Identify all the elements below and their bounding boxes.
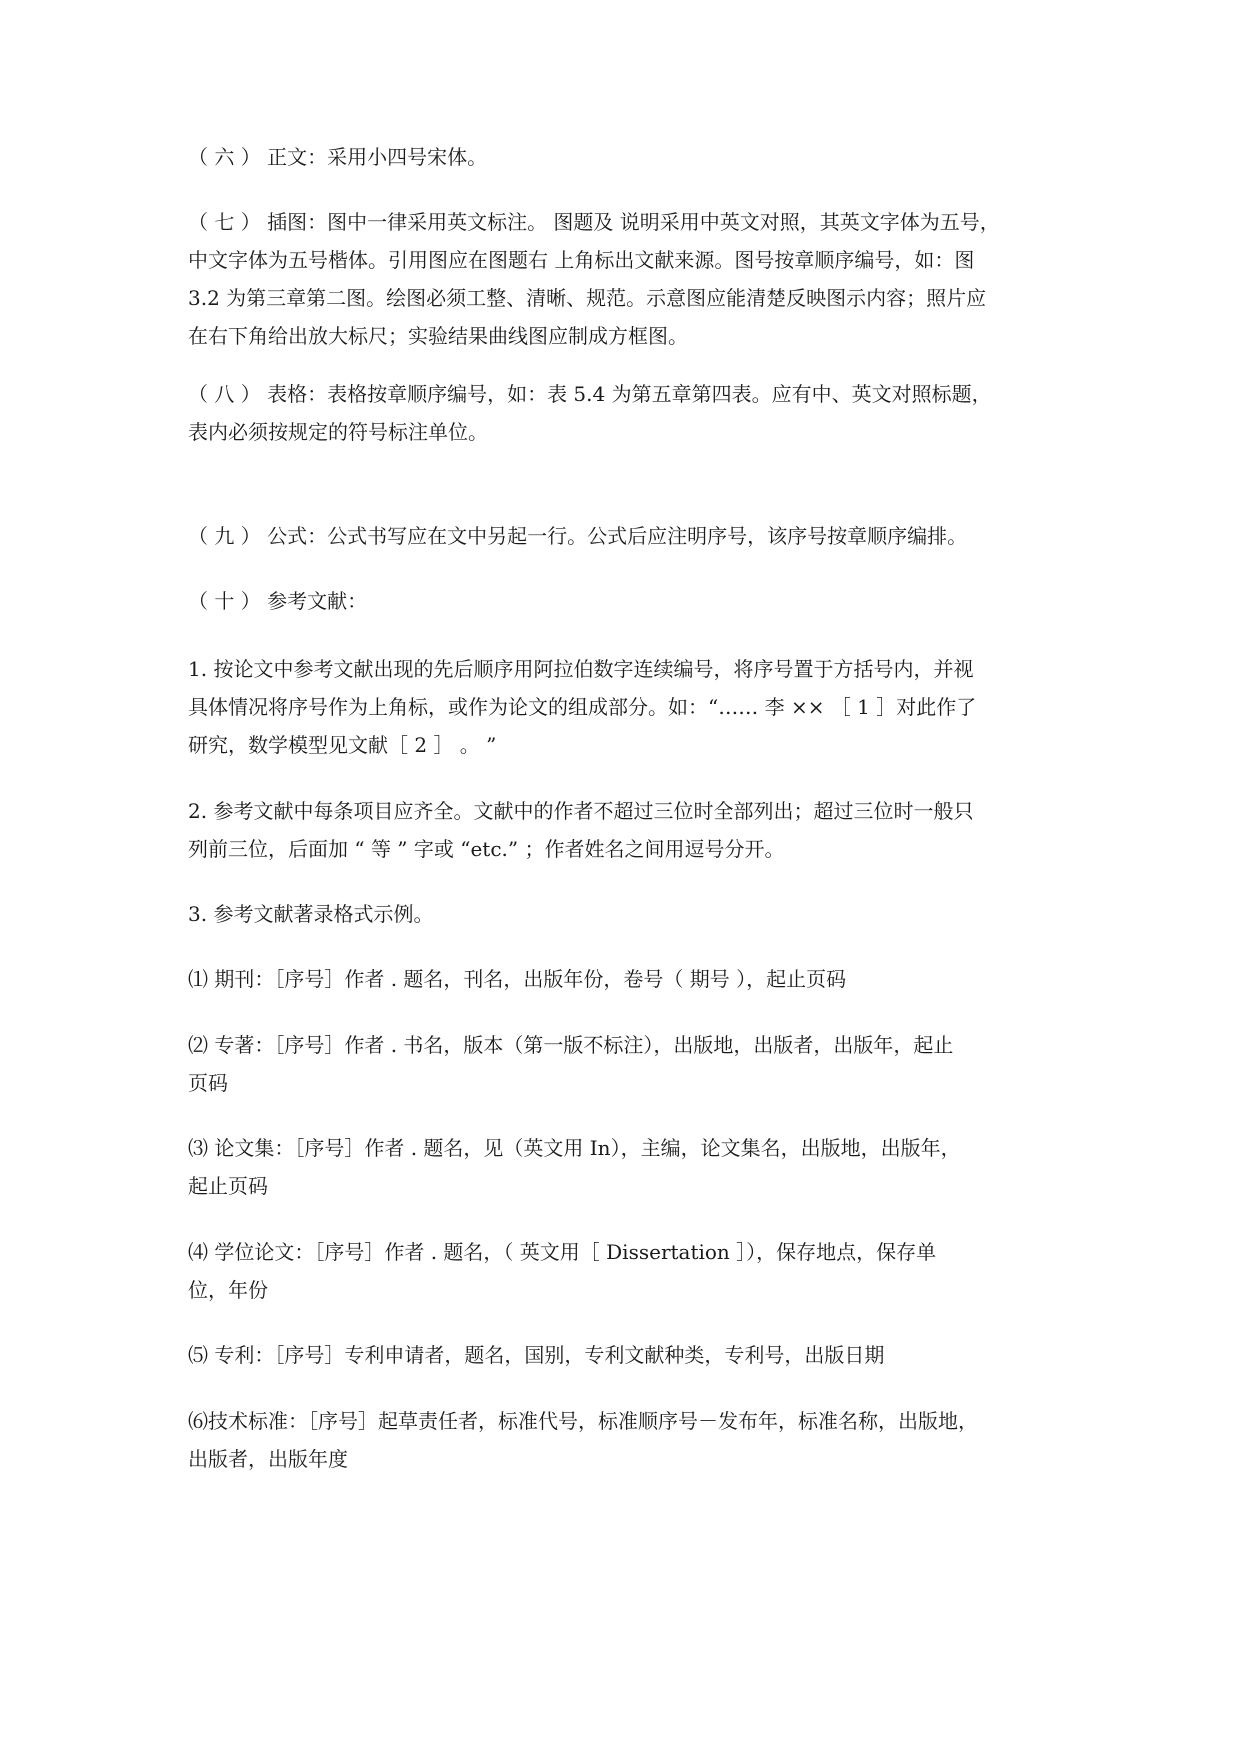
text-line: （ 十 ） 参考文献： bbox=[188, 589, 368, 613]
text-line: 页码 bbox=[188, 1071, 228, 1095]
text-line: 位，年份 bbox=[188, 1278, 268, 1302]
text-line: 中文字体为五号楷体。引用图应在图题右 上角标出文献来源。图号按章顺序编号，如：图 bbox=[188, 248, 975, 272]
text-line: 表内必须按规定的符号标注单位。 bbox=[188, 420, 488, 444]
paragraph-ref-rule-1 bbox=[188, 650, 1058, 764]
text-line: ⑶ 论文集：［序号］作者 . 题名，见（英文用 In），主编，论文集名，出版地，出版年， bbox=[188, 1136, 961, 1160]
paragraph-example-6 bbox=[188, 1402, 1058, 1478]
paragraph-ref-rule-3 bbox=[188, 895, 1058, 933]
text-line: 起止页码 bbox=[188, 1174, 268, 1198]
text-line: ⑸ 专利：［序号］专利申请者，题名，国别，专利文献种类，专利号，出版日期 bbox=[188, 1343, 885, 1367]
text-line: 在右下角给出放大标尺；实验结果曲线图应制成方框图。 bbox=[188, 324, 688, 348]
text-line: （ 八 ） 表格：表格按章顺序编号，如：表 5.4 为第五章第四表。应有中、英文对照标题， bbox=[188, 382, 992, 406]
paragraph-example-4 bbox=[188, 1233, 1058, 1309]
text-line: ⑷ 学位论文：［序号］作者 . 题名，（ 英文用［ Dissertation ］），保存地点，保存单 bbox=[188, 1240, 937, 1264]
text-line: （ 七 ） 插图：图中一律采用英文标注。 图题及 说明采用中英文对照，其英文字体为五号， bbox=[188, 210, 1000, 234]
text-line: 列前三位，后面加 “ 等 ” 字或 “etc.” ；作者姓名之间用逗号分开。 bbox=[188, 837, 785, 861]
paragraph-ref-rule-2 bbox=[188, 792, 1058, 868]
text-line: 1. 按论文中参考文献出现的先后顺序用阿拉伯数字连续编号，将序号置于方括号内，并视 bbox=[188, 657, 974, 681]
text-line: 出版者，出版年度 bbox=[188, 1447, 348, 1471]
text-line: 具体情况将序号作为上角标，或作为论文的组成部分。如：“…… 李 ×× ［ 1 ］对此作了 bbox=[188, 695, 977, 719]
paragraph-example-2 bbox=[188, 1026, 1058, 1102]
text-line: ⑵ 专著：［序号］作者 . 书名，版本（第一版不标注），出版地，出版者，出版年，起止 bbox=[188, 1033, 954, 1057]
paragraph-item-10 bbox=[188, 582, 1058, 620]
paragraph-example-3 bbox=[188, 1129, 1058, 1205]
text-line: ⑹技术标准：［序号］起草责任者，标准代号，标准顺序号－发布年，标准名称，出版地， bbox=[188, 1409, 978, 1433]
text-line: （ 九 ） 公式：公式书写应在文中另起一行。公式后应注明序号，该序号按章顺序编排。 bbox=[188, 524, 968, 548]
paragraph-item-6 bbox=[188, 138, 1058, 176]
text-line: 3.2 为第三章第二图。绘图必须工整、清晰、规范。示意图应能清楚反映图示内容；照片应 bbox=[188, 286, 987, 310]
paragraph-example-5 bbox=[188, 1336, 1058, 1374]
paragraph-item-8 bbox=[188, 375, 1058, 451]
paragraph-item-7 bbox=[188, 203, 1058, 355]
paragraph-example-1 bbox=[188, 960, 1058, 998]
text-line: （ 六 ） 正文：采用小四号宋体。 bbox=[188, 145, 488, 169]
text-line: 2. 参考文献中每条项目应齐全。文献中的作者不超过三位时全部列出；超过三位时一般只 bbox=[188, 799, 974, 823]
text-line: 研究，数学模型见文献［ 2 ］ 。 ” bbox=[188, 733, 497, 757]
paragraph-item-9 bbox=[188, 517, 1058, 555]
text-line: ⑴ 期刊：［序号］作者 . 题名，刊名，出版年份，卷号（ 期号 ），起止页码 bbox=[188, 967, 847, 991]
text-line: 3. 参考文献著录格式示例。 bbox=[188, 902, 434, 926]
